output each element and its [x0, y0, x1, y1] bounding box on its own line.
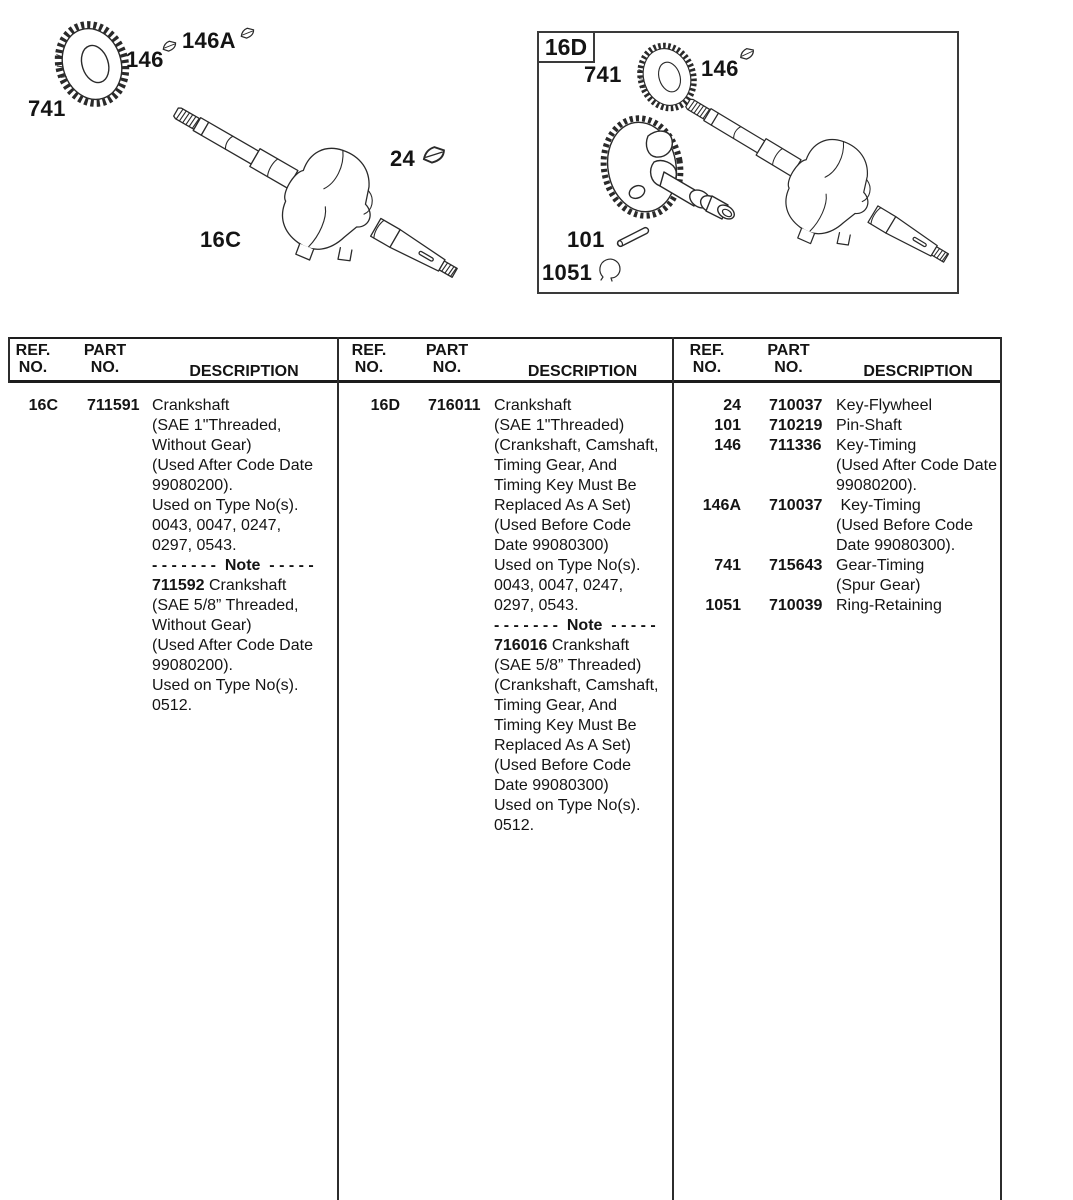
table-row [673, 556, 1000, 576]
part-no-cell [400, 416, 494, 436]
table-row [673, 496, 1000, 516]
table-header-col3 [673, 342, 1000, 380]
description-cell: (Used Before Code [836, 517, 973, 534]
table-row [338, 576, 671, 596]
table-row [338, 616, 671, 636]
description-cell: (Used Before Code [494, 757, 631, 774]
description-cell: (Used Before Code [494, 517, 631, 534]
callout-101-box: 101 [567, 227, 605, 252]
description-cell: 0297, 0543. [494, 597, 579, 614]
parts-list-column-3 [673, 396, 1000, 616]
ref-no-cell [338, 616, 400, 636]
header-ref: REF. NO. [351, 342, 387, 376]
table-row [8, 576, 336, 596]
callout-146-left: 146 [126, 47, 164, 72]
header-ref: REF. NO. [15, 342, 51, 376]
ref-no-cell [338, 716, 400, 736]
key-146a-icon [240, 27, 255, 39]
part-no-cell: 710219 [769, 417, 823, 434]
ref-no-cell [338, 516, 400, 536]
ref-no-cell [673, 516, 741, 536]
table-row [8, 616, 336, 636]
description-cell: 0043, 0047, 0247, [152, 517, 282, 534]
part-no-cell [400, 636, 494, 656]
ref-no-cell [338, 416, 400, 436]
ref-no-cell [8, 496, 58, 516]
ref-no-cell [673, 476, 741, 496]
table-row [673, 596, 1000, 616]
part-no-cell [741, 576, 836, 596]
ref-no-cell [338, 736, 400, 756]
part-no-cell [58, 516, 152, 536]
description-cell: 99080200). [836, 477, 917, 494]
table-header-col2 [338, 342, 671, 380]
table-row [338, 816, 671, 836]
table-row [338, 776, 671, 796]
ref-no-cell: 16C [28, 397, 58, 414]
header-part: PART NO. [425, 342, 469, 376]
parts-list-column-2 [338, 396, 671, 836]
table-row [338, 476, 671, 496]
part-no-cell [400, 456, 494, 476]
ref-no-cell [338, 556, 400, 576]
part-no-cell [58, 556, 152, 576]
part-no-cell [400, 556, 494, 576]
callout-146-box: 146 [701, 56, 739, 81]
description-cell: (Crankshaft, Camshaft, [494, 677, 659, 694]
table-row [8, 676, 336, 696]
ref-no-cell [338, 696, 400, 716]
description-cell: Crankshaft [152, 397, 230, 414]
ref-no-cell [338, 456, 400, 476]
part-no-cell [741, 516, 836, 536]
description-cell: 0043, 0047, 0247, [494, 577, 624, 594]
detail-box-16d-tag: 16D [537, 31, 595, 63]
callout-24: 24 [390, 146, 416, 171]
table-row [673, 476, 1000, 496]
part-no-cell [58, 596, 152, 616]
part-no-cell: 711336 [769, 437, 822, 454]
part-no-cell [400, 496, 494, 516]
ref-no-cell [673, 536, 741, 556]
part-no-cell: 710037 [769, 397, 823, 414]
part-no-cell [400, 816, 494, 836]
ref-no-cell [338, 436, 400, 456]
part-no-cell [58, 436, 152, 456]
table-row [8, 596, 336, 616]
part-no-cell [58, 616, 152, 636]
header-description: DESCRIPTION [863, 363, 973, 380]
callout-146a-left: 146A [182, 28, 236, 53]
table-row [338, 736, 671, 756]
part-no-cell [58, 496, 152, 516]
part-no-cell [58, 696, 152, 716]
description-cell: 716016 Crankshaft [494, 637, 630, 654]
description-cell: 99080200). [152, 477, 233, 494]
table-row [338, 696, 671, 716]
table-row [8, 556, 336, 576]
description-cell: Replaced As A Set) [494, 497, 631, 514]
description-cell: (Used After Code Date [152, 457, 313, 474]
part-no-cell [58, 656, 152, 676]
ref-no-cell: 146 [714, 437, 741, 454]
ref-no-cell [673, 456, 741, 476]
ref-no-cell [8, 516, 58, 536]
ref-no-cell: 146A [702, 497, 741, 514]
table-row [338, 496, 671, 516]
description-cell: - - - - - - - Note - - - - - [152, 557, 314, 574]
ref-no-cell [338, 816, 400, 836]
description-cell: (SAE 1"Threaded, [152, 417, 282, 434]
ref-no-cell [8, 656, 58, 676]
part-no-cell [400, 736, 494, 756]
table-row [673, 436, 1000, 456]
part-no-cell [400, 596, 494, 616]
ref-no-cell [8, 536, 58, 556]
ref-no-cell [338, 776, 400, 796]
table-row [338, 536, 671, 556]
description-cell: - - - - - - - Note - - - - - [494, 617, 656, 634]
part-no-cell [400, 796, 494, 816]
description-cell: Used on Type No(s). [494, 797, 641, 814]
description-cell: 99080200). [152, 657, 233, 674]
ref-no-cell [8, 616, 58, 636]
part-no-cell [58, 456, 152, 476]
ref-no-cell [338, 636, 400, 656]
table-row [8, 516, 336, 536]
part-no-cell [400, 776, 494, 796]
ref-no-cell [8, 676, 58, 696]
ref-no-cell [8, 696, 58, 716]
ref-no-cell: 741 [714, 557, 741, 574]
description-cell: 0512. [152, 697, 193, 714]
table-row [338, 636, 671, 656]
table-row [338, 436, 671, 456]
ref-no-cell [8, 436, 58, 456]
key-146-icon [162, 40, 177, 52]
ref-no-cell [338, 596, 400, 616]
table-row [338, 396, 671, 416]
part-no-cell [58, 636, 152, 656]
ref-no-cell [8, 636, 58, 656]
description-cell: (Spur Gear) [836, 577, 921, 594]
part-no-cell [400, 516, 494, 536]
table-header-rule [8, 380, 1001, 383]
table-row [8, 656, 336, 676]
ref-no-cell [338, 676, 400, 696]
ref-no-cell [8, 556, 58, 576]
table-row [673, 396, 1000, 416]
table-row [338, 596, 671, 616]
ref-no-cell: 1051 [705, 597, 741, 614]
ref-no-cell [673, 576, 741, 596]
part-no-cell [400, 656, 494, 676]
table-row [338, 796, 671, 816]
description-cell: Pin-Shaft [836, 417, 902, 434]
part-no-cell [58, 676, 152, 696]
description-cell: (Used After Code Date [152, 637, 313, 654]
description-cell: Date 99080300) [494, 537, 609, 554]
ref-no-cell [338, 496, 400, 516]
description-cell: (SAE 1"Threaded) [494, 417, 625, 434]
part-no-cell [58, 576, 152, 596]
part-no-cell [400, 676, 494, 696]
part-no-cell [400, 696, 494, 716]
table-border-right [1000, 337, 1002, 1200]
table-row [338, 716, 671, 736]
description-cell: (SAE 5/8” Threaded) [494, 657, 642, 674]
part-no-cell [58, 416, 152, 436]
table-row [673, 456, 1000, 476]
header-description: DESCRIPTION [189, 363, 299, 380]
table-row [8, 456, 336, 476]
table-row [673, 576, 1000, 596]
ref-no-cell [8, 576, 58, 596]
description-cell: Without Gear) [152, 617, 252, 634]
description-cell: Date 99080300). [836, 537, 956, 554]
description-cell: Used on Type No(s). [152, 677, 299, 694]
part-no-cell [58, 476, 152, 496]
description-cell: Used on Type No(s). [494, 557, 641, 574]
description-cell: Without Gear) [152, 437, 252, 454]
ref-no-cell: 24 [723, 397, 741, 414]
ref-no-cell [338, 756, 400, 776]
callout-16c: 16C [200, 227, 242, 252]
ref-no-cell [8, 456, 58, 476]
table-header-col1 [8, 342, 336, 380]
ref-no-cell [338, 576, 400, 596]
header-description: DESCRIPTION [527, 363, 638, 380]
header-part: PART NO. [83, 342, 127, 376]
table-border-top [8, 337, 1001, 339]
header-part: PART NO. [767, 342, 810, 376]
part-no-cell [400, 436, 494, 456]
table-row [8, 476, 336, 496]
description-cell: 0297, 0543. [152, 537, 237, 554]
description-cell: (SAE 5/8” Threaded, [152, 597, 299, 614]
part-no-cell: 711591 [87, 397, 140, 414]
table-row [338, 756, 671, 776]
description-cell: Date 99080300) [494, 777, 609, 794]
ref-no-cell [8, 476, 58, 496]
ref-no-cell [8, 416, 58, 436]
description-cell: Key-Flywheel [836, 397, 933, 414]
part-no-cell [400, 756, 494, 776]
part-no-cell [400, 476, 494, 496]
table-row [338, 676, 671, 696]
table-row [673, 416, 1000, 436]
part-no-cell [400, 616, 494, 636]
description-cell: Timing Key Must Be [494, 717, 637, 734]
description-cell: Key-Timing [836, 437, 917, 454]
description-cell: Gear-Timing [836, 557, 925, 574]
table-row [8, 396, 336, 416]
key-24-icon [422, 146, 445, 164]
callout-1051-box: 1051 [542, 260, 593, 285]
description-cell: 711592 Crankshaft [152, 577, 287, 594]
part-no-cell [58, 536, 152, 556]
ref-no-cell [338, 536, 400, 556]
part-no-cell: 715643 [769, 557, 823, 574]
part-no-cell: 710037 [769, 497, 823, 514]
part-no-cell [741, 476, 836, 496]
part-no-cell: 710039 [769, 597, 823, 614]
description-cell: (Crankshaft, Camshaft, [494, 437, 659, 454]
part-no-cell [400, 716, 494, 736]
table-row [673, 516, 1000, 536]
table-row [338, 416, 671, 436]
ref-no-cell: 16D [370, 397, 400, 414]
table-row [338, 656, 671, 676]
description-cell: Timing Gear, And [494, 697, 618, 714]
table-row [8, 436, 336, 456]
ref-no-cell [338, 656, 400, 676]
header-ref: REF. NO. [689, 342, 725, 376]
description-cell: Timing Key Must Be [494, 477, 637, 494]
description-cell: (Used After Code Date [836, 457, 997, 474]
ref-no-cell: 101 [714, 417, 741, 434]
callout-741-box: 741 [584, 62, 622, 87]
part-no-cell [400, 576, 494, 596]
part-no-cell [400, 536, 494, 556]
description-cell: Ring-Retaining [836, 597, 942, 614]
ref-no-cell [8, 596, 58, 616]
description-cell: Replaced As A Set) [494, 737, 631, 754]
description-cell: Timing Gear, And [494, 457, 618, 474]
table-row [338, 516, 671, 536]
part-no-cell [741, 456, 836, 476]
description-cell: Used on Type No(s). [152, 497, 299, 514]
parts-list-column-1 [8, 396, 336, 716]
ref-no-cell [338, 796, 400, 816]
table-row [8, 636, 336, 656]
table-row [8, 696, 336, 716]
table-row [8, 536, 336, 556]
description-cell: Key-Timing [836, 497, 921, 514]
table-row [338, 556, 671, 576]
part-no-cell: 716011 [428, 397, 481, 414]
table-row [673, 536, 1000, 556]
crankshaft-16c-illustration [144, 68, 480, 328]
description-cell: 0512. [494, 817, 535, 834]
table-row [8, 416, 336, 436]
table-row [338, 456, 671, 476]
ref-no-cell [338, 476, 400, 496]
table-row [8, 496, 336, 516]
callout-741-left: 741 [28, 96, 66, 121]
description-cell: Crankshaft [494, 397, 572, 414]
part-no-cell [741, 536, 836, 556]
